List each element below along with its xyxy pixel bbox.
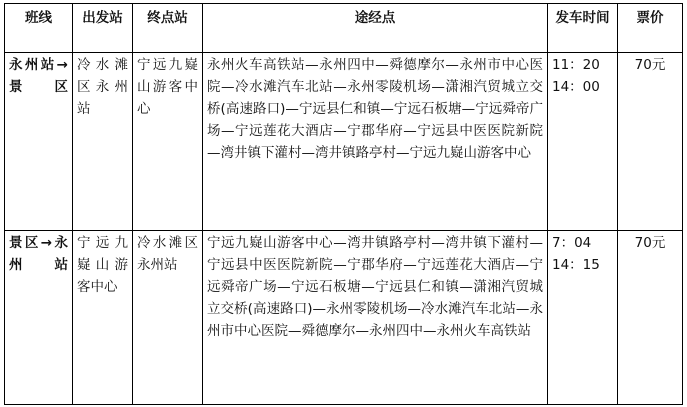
departure-cell: 冷水滩区永州站 bbox=[73, 53, 133, 231]
table-row bbox=[5, 231, 683, 405]
departure-time: 14：15 bbox=[552, 257, 600, 273]
bus-schedule-table bbox=[4, 3, 683, 405]
route-cell: 宁远九嶷山游客中心—湾井镇路亭村—湾井镇下灌村—宁远县中医医院新院—宁郡华府—宁远莲花大酒店—宁远舜帝广场—宁远石板塘—宁远县仁和镇—潇湘汽贸城立交桥(高速路口)—永州零陵机场—冷水滩汽车北站—永州市中心医院—舜德摩尔—永州四中—永州火车高铁站 bbox=[203, 231, 548, 405]
header-departure: 出发站 bbox=[73, 4, 133, 53]
departure-time: 11：20 bbox=[552, 57, 600, 73]
times-cell bbox=[548, 231, 618, 405]
line-cell: 景区→永州站 bbox=[5, 231, 73, 405]
departure-time: 14：00 bbox=[552, 79, 600, 95]
schedule-table-wrapper bbox=[4, 3, 683, 405]
header-price: 票价 bbox=[618, 4, 683, 53]
header-line: 班线 bbox=[5, 4, 73, 53]
route-cell: 永州火车高铁站—永州四中—舜德摩尔—永州市中心医院—冷水滩汽车北站—永州零陵机场—潇湘汽贸城立交桥(高速路口)—宁远县仁和镇—宁远石板塘—宁远舜帝广场—宁远莲花大酒店—宁郡华府—宁远县中医医院新院—湾井镇下灌村—湾井镇路亭村—宁远九嶷山游客中心 bbox=[203, 53, 548, 231]
terminus-cell: 冷水滩区永州站 bbox=[133, 231, 203, 405]
table-row bbox=[5, 53, 683, 231]
terminus-cell: 宁远九嶷山游客中心 bbox=[133, 53, 203, 231]
table-header-row bbox=[5, 4, 683, 53]
price-cell: 70元 bbox=[618, 53, 683, 231]
header-route: 途经点 bbox=[203, 4, 548, 53]
departure-cell: 宁远九嶷山游客中心 bbox=[73, 231, 133, 405]
line-cell: 永州站→景区 bbox=[5, 53, 73, 231]
price-cell: 70元 bbox=[618, 231, 683, 405]
times-cell bbox=[548, 53, 618, 231]
departure-time: 7：04 bbox=[552, 235, 592, 251]
header-terminus: 终点站 bbox=[133, 4, 203, 53]
header-times: 发车时间 bbox=[548, 4, 618, 53]
